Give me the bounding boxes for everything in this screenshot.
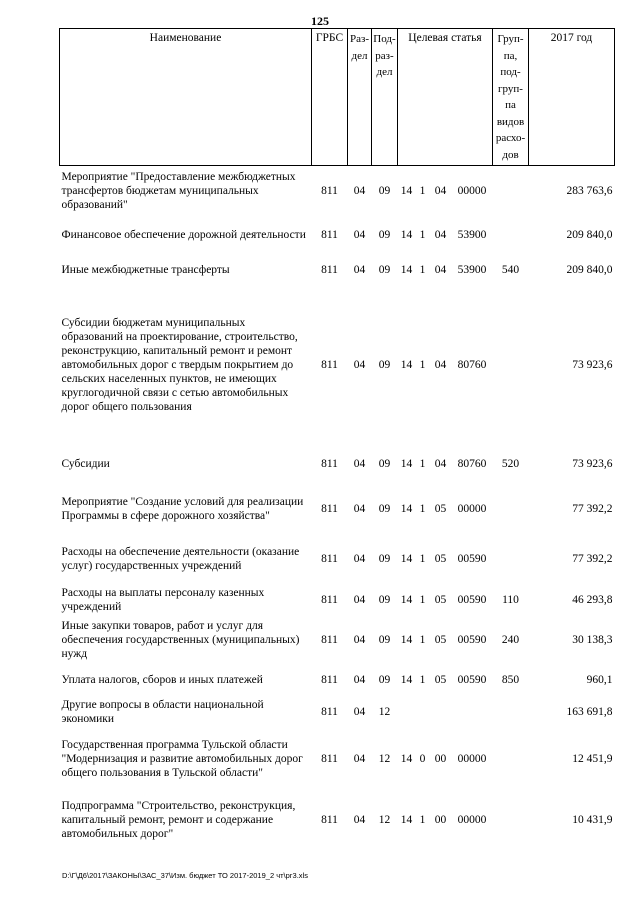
- row-razdel: 04: [353, 502, 366, 515]
- budget-table: [59, 28, 615, 850]
- row-expense-group: 240: [501, 633, 520, 646]
- row-expense-group: 110: [502, 593, 519, 606]
- row-grbs: 811: [321, 263, 338, 276]
- row-target-program: 14: [400, 673, 413, 686]
- table-row: [60, 216, 615, 254]
- row-expense-group: [493, 790, 529, 850]
- row-target-direction: 00590: [457, 633, 487, 646]
- row-target-program: [398, 696, 416, 728]
- row-target-direction: 80760: [457, 358, 487, 371]
- row-target-direction: 80760: [457, 457, 487, 470]
- row-target-subprogram: 1: [419, 633, 426, 646]
- header-target: Целевая статья: [398, 29, 493, 166]
- row-razdel: 04: [353, 228, 366, 241]
- table-row: [60, 790, 615, 850]
- row-target-program: 14: [400, 752, 413, 765]
- row-podrazdel: 12: [378, 813, 391, 826]
- row-grbs: 811: [321, 633, 338, 646]
- table-header: [60, 29, 615, 166]
- table-row: [60, 664, 615, 696]
- row-target-direction: 00000: [457, 752, 487, 765]
- table-row: [60, 286, 615, 444]
- row-razdel: 04: [353, 552, 366, 565]
- row-podrazdel: 09: [378, 457, 391, 470]
- row-podrazdel: 09: [378, 263, 391, 276]
- row-name: Расходы на обеспечение деятельности (оказание услуг) государственных учреждений: [61, 545, 300, 572]
- row-grbs: 811: [321, 552, 338, 565]
- row-target-event: 05: [434, 502, 447, 515]
- row-name: Финансовое обеспечение дорожной деятельности: [61, 228, 306, 241]
- row-target-subprogram: 1: [419, 263, 426, 276]
- row-grbs: 811: [321, 673, 338, 686]
- row-target-program: 14: [400, 263, 413, 276]
- row-target-program: 14: [400, 457, 413, 470]
- row-target-program: 14: [400, 502, 413, 515]
- row-razdel: 04: [353, 593, 366, 606]
- row-target-program: 14: [400, 552, 413, 565]
- row-target-event: 05: [434, 673, 447, 686]
- header-grbs: ГРБС: [312, 29, 348, 166]
- row-name: Субсидии: [61, 457, 110, 470]
- row-target-subprogram: 1: [419, 228, 426, 241]
- row-amount: 10 431,9: [572, 813, 613, 826]
- table-row: [60, 728, 615, 790]
- row-target-event: 05: [434, 633, 447, 646]
- row-amount: 46 293,8: [572, 593, 613, 606]
- row-podrazdel: 12: [378, 752, 391, 765]
- row-grbs: 811: [321, 593, 338, 606]
- row-razdel: 04: [353, 358, 366, 371]
- row-target-program: 14: [400, 228, 413, 241]
- row-podrazdel: 09: [378, 184, 391, 197]
- row-expense-group: [493, 166, 529, 216]
- file-path-footer: D:\Г\Д6\2017\ЗАКОНЫ\ЗАС_37\Изм. бюджет ТО 2017-2019_2 чт\рг3.xls: [62, 871, 308, 880]
- row-amount: 12 451,9: [572, 752, 613, 765]
- row-target-event: 05: [434, 552, 447, 565]
- row-razdel: 04: [353, 705, 366, 718]
- row-razdel: 04: [353, 673, 366, 686]
- row-target-direction: [452, 696, 493, 728]
- row-name: Уплата налогов, сборов и иных платежей: [61, 673, 263, 686]
- row-name: Мероприятие "Предоставление межбюджетных трансфертов бюджетам муниципальных образований": [61, 170, 296, 211]
- row-target-event: 00: [434, 813, 447, 826]
- row-target-event: 04: [434, 263, 447, 276]
- row-razdel: 04: [353, 752, 366, 765]
- row-grbs: 811: [321, 228, 338, 241]
- row-target-subprogram: 1: [419, 457, 426, 470]
- row-target-event: 05: [434, 593, 447, 606]
- row-razdel: 04: [353, 184, 366, 197]
- row-target-direction: 53900: [457, 263, 487, 276]
- row-razdel: 04: [353, 263, 366, 276]
- table-row: [60, 616, 615, 664]
- row-amount: 209 840,0: [566, 263, 613, 276]
- row-grbs: 811: [321, 705, 338, 718]
- row-razdel: 04: [353, 633, 366, 646]
- page-number: 125: [311, 14, 329, 28]
- row-target-event: 00: [434, 752, 447, 765]
- row-expense-group: [493, 216, 529, 254]
- row-target-subprogram: 1: [419, 813, 426, 826]
- row-target-subprogram: 1: [419, 552, 426, 565]
- row-target-program: 14: [400, 184, 413, 197]
- row-grbs: 811: [321, 752, 338, 765]
- header-group: Груп- па, под- груп- па видов расхо- дов: [493, 29, 529, 166]
- row-amount: 73 923,6: [572, 358, 613, 371]
- row-amount: 283 763,6: [566, 184, 613, 197]
- row-expense-group: [493, 484, 529, 534]
- row-target-direction: 00000: [457, 502, 487, 515]
- row-expense-group: [493, 728, 529, 790]
- row-name: Субсидии бюджетам муниципальных образований на проектирование, строительство, реконструкцию, капитальный ремонт и ремонт автомобильных дорог с твердым покрытием до сельских населенных пунктов, не имеющих круглогодичной связи с сетью автомобильных дорог общего пользования: [61, 316, 298, 413]
- table-row: [60, 444, 615, 484]
- row-expense-group: [493, 286, 529, 444]
- row-name: Иные межбюджетные трансферты: [61, 263, 230, 276]
- row-amount: 163 691,8: [566, 705, 613, 718]
- row-target-subprogram: 1: [419, 184, 426, 197]
- row-amount: 77 392,2: [572, 552, 613, 565]
- row-grbs: 811: [321, 457, 338, 470]
- header-razdel: Раз- дел: [348, 29, 372, 166]
- row-podrazdel: 12: [378, 705, 391, 718]
- row-expense-group: [493, 534, 529, 584]
- row-target-event: 04: [434, 358, 447, 371]
- row-target-direction: 53900: [457, 228, 487, 241]
- row-name: Иные закупки товаров, работ и услуг для обеспечения государственных (муниципальных) нужд: [61, 619, 300, 660]
- row-target-direction: 00590: [457, 593, 487, 606]
- row-expense-group: 520: [501, 457, 520, 470]
- row-target-event: [430, 696, 452, 728]
- row-target-subprogram: 1: [419, 358, 426, 371]
- row-target-subprogram: 1: [419, 673, 426, 686]
- row-podrazdel: 09: [378, 593, 391, 606]
- row-razdel: 04: [353, 457, 366, 470]
- table-row: [60, 534, 615, 584]
- row-name: Государственная программа Тульской области "Модернизация и развитие автомобильных дорог общего пользования в Тульской области": [61, 738, 303, 779]
- table-row: [60, 166, 615, 216]
- header-year: 2017 год: [529, 29, 615, 166]
- table-row: [60, 696, 615, 728]
- row-target-direction: 00590: [457, 552, 487, 565]
- row-target-program: 14: [400, 633, 413, 646]
- row-target-subprogram: 0: [419, 752, 426, 765]
- header-name: Наименование: [60, 29, 312, 166]
- row-name: Расходы на выплаты персоналу казенных учреждений: [61, 586, 265, 613]
- row-grbs: 811: [321, 358, 338, 371]
- row-amount: 209 840,0: [566, 228, 613, 241]
- row-target-direction: 00590: [457, 673, 487, 686]
- row-target-subprogram: 1: [419, 593, 426, 606]
- row-amount: 77 392,2: [572, 502, 613, 515]
- row-podrazdel: 09: [378, 673, 391, 686]
- row-target-direction: 00000: [457, 813, 487, 826]
- row-target-subprogram: 1: [419, 502, 426, 515]
- table-row: [60, 584, 615, 616]
- row-razdel: 04: [353, 813, 366, 826]
- row-amount: 73 923,6: [572, 457, 613, 470]
- table-row: [60, 484, 615, 534]
- row-expense-group: 540: [501, 263, 520, 276]
- row-grbs: 811: [321, 813, 338, 826]
- row-podrazdel: 09: [378, 633, 391, 646]
- row-target-direction: 00000: [457, 184, 487, 197]
- row-target-program: 14: [400, 358, 413, 371]
- row-target-event: 04: [434, 457, 447, 470]
- row-target-program: 14: [400, 813, 413, 826]
- row-amount: 960,1: [586, 673, 613, 686]
- row-grbs: 811: [321, 184, 338, 197]
- table-row: [60, 254, 615, 286]
- row-name: Другие вопросы в области национальной экономики: [61, 698, 264, 725]
- row-target-program: 14: [400, 593, 413, 606]
- row-podrazdel: 09: [378, 228, 391, 241]
- row-grbs: 811: [321, 502, 338, 515]
- row-name: Мероприятие "Создание условий для реализации Программы в сфере дорожного хозяйства": [61, 495, 304, 522]
- row-podrazdel: 09: [378, 502, 391, 515]
- row-expense-group: 850: [501, 673, 520, 686]
- header-podrazdel: Под- раз- дел: [372, 29, 398, 166]
- row-expense-group: [493, 696, 529, 728]
- row-name: Подпрограмма "Строительство, реконструкция, капитальный ремонт, ремонт и содержание автомобильных дорог": [61, 799, 296, 840]
- row-podrazdel: 09: [378, 358, 391, 371]
- row-amount: 30 138,3: [572, 633, 613, 646]
- row-podrazdel: 09: [378, 552, 391, 565]
- row-target-subprogram: [416, 696, 430, 728]
- row-target-event: 04: [434, 228, 447, 241]
- row-target-event: 04: [434, 184, 447, 197]
